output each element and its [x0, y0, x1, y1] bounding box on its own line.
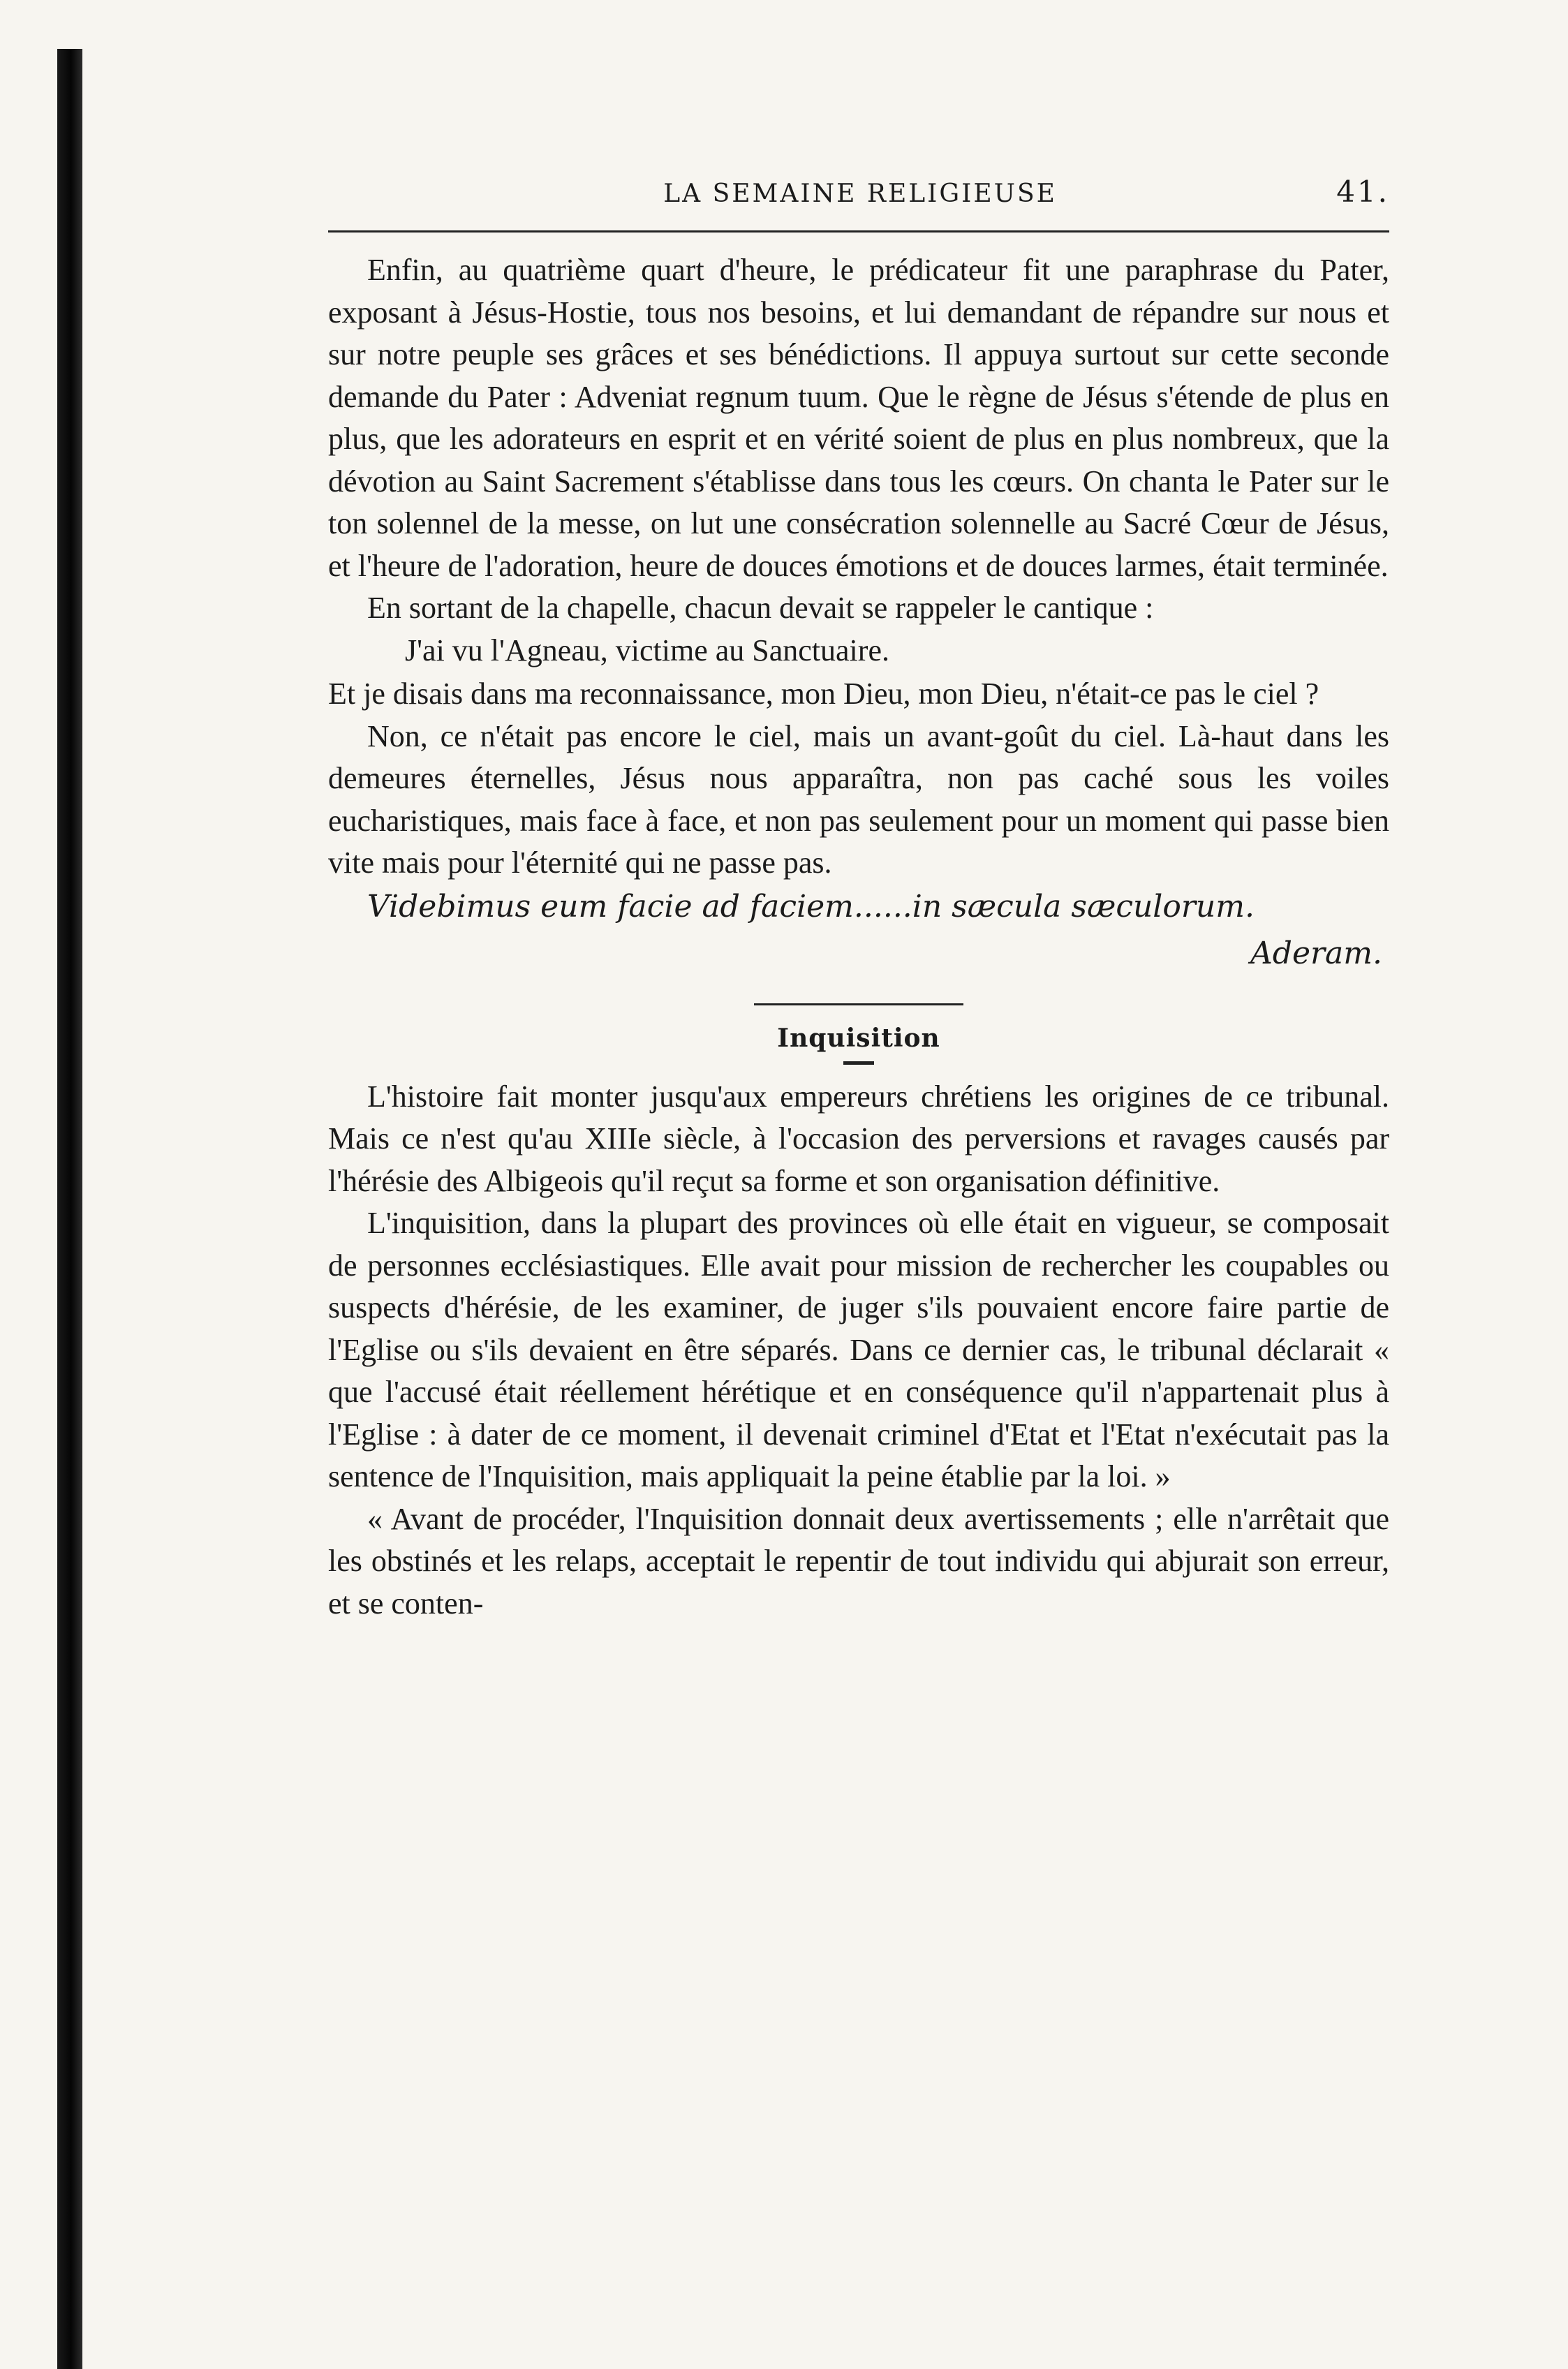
- latin-quote: Videbimus eum facie ad faciem......in sæcula sæculorum.: [367, 888, 1255, 924]
- paragraph: En sortant de la chapelle, chacun devait se rappeler le cantique :: [367, 591, 1154, 625]
- header-title: LA SEMAINE RELIGIEUSE: [663, 179, 1057, 208]
- paragraph: « Avant de procéder, l'Inquisition donnait deux avertissements ; elle n'arrêtait que les obstinés et les relaps, acceptait le repentir de tout individu qui abjurait son erreur, et se conten-: [328, 1501, 1389, 1621]
- hymn-continuation: Et je disais dans ma reconnaissance, mon Dieu, mon Dieu, n'était-ce pas le ciel ?: [328, 677, 1319, 711]
- running-header: [328, 175, 1389, 216]
- hymn-verse: J'ai vu l'Agneau, victime au Sanctuaire.: [405, 633, 889, 667]
- title-dash: [843, 1061, 874, 1065]
- paragraph: L'histoire fait monter jusqu'aux empereurs chrétiens les origines de ce tribunal. Mais ce n'est qu'au XIIIe siècle, à l'occasion des perversions et ravages causés par l'hérésie des Albigeois qu'il reçut sa forme et son organisation définitive.: [328, 1079, 1389, 1198]
- paragraph: Non, ce n'était pas encore le ciel, mais un avant-goût du ciel. Là-haut dans les demeures éternelles, Jésus nous apparaîtra, non pas caché sous les voiles eucharistiques, mais face à face, et non pas seulement pour un moment qui passe bien vite mais pour l'éternité qui ne passe pas.: [328, 718, 1389, 880]
- book-binding-edge: [57, 49, 82, 2369]
- page-number: 41.: [1336, 175, 1389, 209]
- paragraph: L'inquisition, dans la plupart des provinces où elle était en vigueur, se composait de personnes ecclésiastiques. Elle avait pour mission de rechercher les coupables ou suspects d'hérésie, de les examiner, de juger s'ils pouvaient encore faire partie de l'Eglise ou s'ils devaient en être séparés. Dans ce dernier cas, le tribunal déclarait « que l'accusé était réellement hérétique et en conséquence qu'il n'appartenait plus à l'Eglise : à dater de ce moment, il devenait criminel d'Etat et l'Etat n'exécutait pas la sentence de l'Inquisition, mais appliquait la peine établie par la loi. »: [328, 1206, 1389, 1493]
- page-content: [328, 175, 1389, 1625]
- header-rule: [328, 230, 1389, 233]
- section-separator: [754, 1003, 963, 1005]
- section-title: Inquisition: [777, 1023, 940, 1053]
- signature: Aderam.: [1250, 935, 1382, 971]
- paragraph: Enfin, au quatrième quart d'heure, le prédicateur fit une paraphrase du Pater, exposant à Jésus-Hostie, tous nos besoins, et lui demandant de répandre sur nous et sur notre peuple ses grâces et ses bénédictions. Il appuya surtout sur cette seconde demande du Pater : Adveniat regnum tuum. Que le règne de Jésus s'étende de plus en plus, que les adorateurs en esprit et en vérité soient de plus en plus nombreux, que la dévotion au Saint Sacrement s'établisse dans tous les cœurs. On chanta le Pater sur le ton solennel de la messe, on lut une consécration solennelle au Sacré Cœur de Jésus, et l'heure de l'adoration, heure de douces émotions et de douces larmes, était terminée.: [328, 253, 1389, 583]
